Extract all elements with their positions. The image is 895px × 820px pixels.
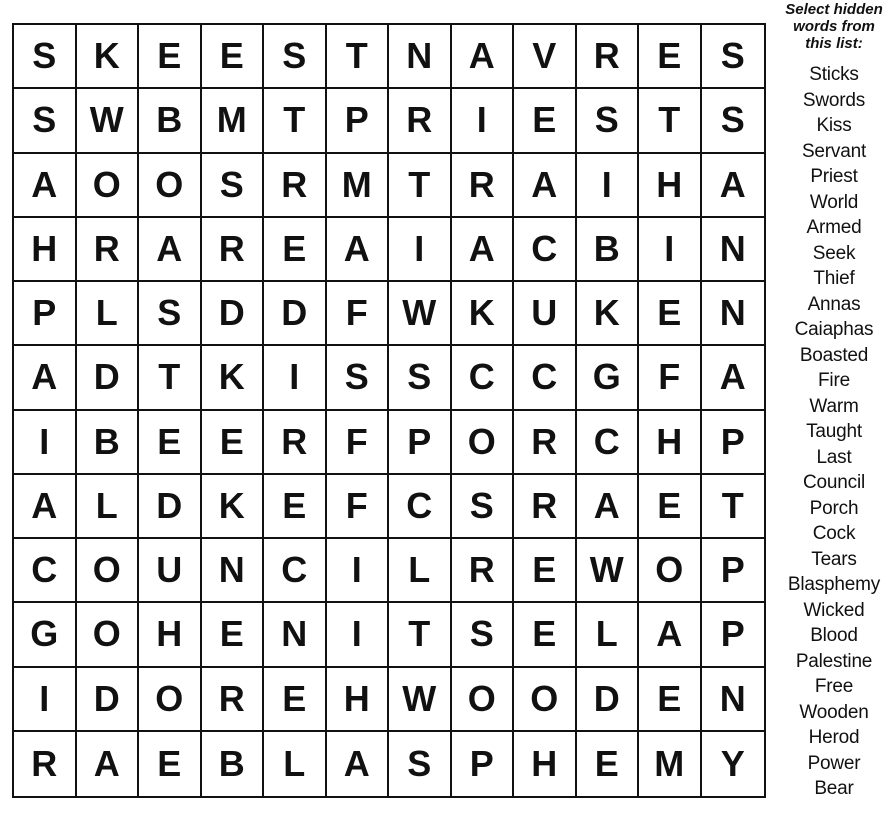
grid-cell[interactable]: S <box>452 475 515 539</box>
grid-cell[interactable]: A <box>639 603 702 667</box>
grid-cell[interactable]: G <box>577 346 640 410</box>
grid-cell[interactable]: F <box>327 411 390 475</box>
grid-cell[interactable]: S <box>577 89 640 153</box>
grid-cell[interactable]: C <box>389 475 452 539</box>
word-list-item: Tears <box>811 548 857 570</box>
grid-cell[interactable]: T <box>389 154 452 218</box>
grid-cell[interactable]: C <box>514 346 577 410</box>
grid-cell[interactable]: E <box>514 603 577 667</box>
grid-cell[interactable]: D <box>264 282 327 346</box>
grid-cell[interactable]: G <box>14 603 77 667</box>
word-list-item: Fire <box>818 370 850 391</box>
grid-cell[interactable]: D <box>77 346 140 410</box>
grid-cell[interactable]: F <box>327 475 390 539</box>
grid-cell[interactable]: H <box>139 603 202 667</box>
grid-cell[interactable]: P <box>389 411 452 475</box>
grid-cell[interactable]: E <box>639 25 702 89</box>
grid-cell[interactable]: A <box>14 475 77 539</box>
grid-cell[interactable]: W <box>389 282 452 346</box>
grid-cell[interactable]: I <box>264 346 327 410</box>
grid-cell[interactable]: K <box>202 475 265 539</box>
grid-cell[interactable]: P <box>702 539 765 603</box>
grid-cell[interactable]: O <box>77 154 140 218</box>
grid-cell[interactable]: W <box>577 539 640 603</box>
word-list-item: Swords <box>802 89 866 111</box>
grid-cell[interactable]: S <box>389 732 452 796</box>
grid-cell[interactable]: S <box>139 282 202 346</box>
grid-cell[interactable]: A <box>452 218 515 282</box>
grid-cell[interactable]: O <box>452 411 515 475</box>
grid-cell[interactable]: L <box>77 475 140 539</box>
grid-cell[interactable]: P <box>702 411 765 475</box>
grid-cell[interactable]: U <box>139 539 202 603</box>
word-list-item: Annas <box>807 293 861 315</box>
grid-cell[interactable]: F <box>639 346 702 410</box>
grid-cell[interactable]: P <box>327 89 390 153</box>
word-list-item: Warm <box>809 395 859 417</box>
word-list-item: Blasphemy <box>787 574 881 595</box>
word-list-item: Kiss <box>816 115 852 136</box>
grid-cell[interactable]: T <box>639 89 702 153</box>
grid-cell[interactable]: R <box>452 539 515 603</box>
grid-cell[interactable]: R <box>202 668 265 732</box>
grid-cell[interactable]: L <box>264 732 327 796</box>
grid-cell[interactable]: R <box>264 154 327 218</box>
grid-cell[interactable]: B <box>202 732 265 796</box>
grid-cell[interactable]: L <box>389 539 452 603</box>
instructions-text: Select hidden words from this list: <box>785 1 883 52</box>
grid-cell[interactable]: Y <box>720 742 745 784</box>
grid-cell[interactable]: E <box>264 218 327 282</box>
grid-cell[interactable]: P <box>452 732 515 796</box>
grid-cell[interactable]: C <box>14 539 77 603</box>
grid-cell[interactable]: I <box>14 411 77 475</box>
grid-cell[interactable]: E <box>264 475 327 539</box>
grid-cell[interactable]: V <box>514 25 577 89</box>
grid-cell[interactable]: F <box>327 282 390 346</box>
word-list-item: Last <box>816 446 852 468</box>
grid-cell[interactable]: U <box>514 282 577 346</box>
word-list-item: Sticks <box>809 64 859 85</box>
grid-cell[interactable]: E <box>139 411 202 475</box>
grid-cell[interactable]: E <box>202 411 265 475</box>
grid-cell[interactable]: R <box>577 25 640 89</box>
grid-cell[interactable]: S <box>389 346 452 410</box>
grid-cell[interactable]: T <box>389 603 452 667</box>
word-list-item: Porch <box>809 497 859 519</box>
grid-cell[interactable]: I <box>577 154 640 218</box>
grid-cell[interactable]: B <box>139 89 202 153</box>
grid-cell[interactable]: S <box>452 603 515 667</box>
word-list-item: Taught <box>806 421 862 442</box>
grid-cell[interactable]: T <box>327 25 390 89</box>
grid-cell[interactable]: S <box>14 25 77 89</box>
word-list-item: Priest <box>810 166 858 187</box>
grid-cell[interactable]: R <box>452 154 515 218</box>
grid-cell[interactable]: E <box>139 25 202 89</box>
grid-cell[interactable]: A <box>452 25 515 89</box>
word-list-item: Blood <box>810 625 858 646</box>
grid-cell[interactable]: T <box>139 346 202 410</box>
grid-cell[interactable]: R <box>202 218 265 282</box>
grid-cell[interactable]: A <box>14 154 77 218</box>
grid-cell[interactable]: H <box>327 668 390 732</box>
grid-cell[interactable]: S <box>702 25 765 89</box>
word-list-item: Council <box>803 472 865 493</box>
word-list-item: Power <box>807 752 861 774</box>
grid-cell[interactable]: H <box>514 732 577 796</box>
grid-cell[interactable]: R <box>77 218 140 282</box>
word-list-item: Herod <box>808 727 860 748</box>
grid-cell[interactable]: N <box>389 25 452 89</box>
grid-cell[interactable]: M <box>639 732 702 796</box>
grid-cell[interactable]: E <box>202 25 265 89</box>
grid-cell[interactable]: I <box>14 668 77 732</box>
grid-cell[interactable]: P <box>702 603 765 667</box>
grid-cell[interactable]: E <box>514 89 577 153</box>
grid-cell[interactable]: T <box>264 89 327 153</box>
grid-cell[interactable]: K <box>452 282 515 346</box>
grid-cell[interactable]: I <box>327 539 390 603</box>
grid-cell[interactable]: H <box>14 218 77 282</box>
grid-cell[interactable]: I <box>389 218 452 282</box>
grid-cell[interactable]: D <box>77 668 140 732</box>
grid-cell[interactable]: O <box>639 539 702 603</box>
grid-cell[interactable]: S <box>327 346 390 410</box>
grid-cell[interactable]: R <box>514 475 577 539</box>
grid-cell[interactable]: R <box>264 411 327 475</box>
grid-cell[interactable]: A <box>702 154 765 218</box>
word-list-item: Boasted <box>799 344 869 366</box>
grid-cell[interactable]: D <box>577 668 640 732</box>
word-list-item: Seek <box>812 242 856 264</box>
grid-cell[interactable]: R <box>514 411 577 475</box>
grid-cell[interactable]: K <box>202 346 265 410</box>
grid-cell[interactable]: E <box>264 668 327 732</box>
grid-cell[interactable]: P <box>14 282 77 346</box>
word-list <box>776 62 892 802</box>
grid-cell[interactable]: C <box>514 218 577 282</box>
grid-cell[interactable]: E <box>639 282 702 346</box>
grid-cell[interactable]: I <box>327 603 390 667</box>
grid-cell[interactable]: R <box>389 89 452 153</box>
grid-cell[interactable]: N <box>264 603 327 667</box>
grid-cell[interactable]: N <box>702 668 765 732</box>
grid-cell[interactable]: D <box>139 475 202 539</box>
grid-cell[interactable]: C <box>452 346 515 410</box>
grid-cell[interactable]: I <box>639 218 702 282</box>
grid-cell[interactable]: S <box>14 89 77 153</box>
grid-cell[interactable]: N <box>202 539 265 603</box>
word-list-panel <box>776 0 892 820</box>
grid-cell[interactable]: A <box>327 732 390 796</box>
grid-cell[interactable]: S <box>702 89 765 153</box>
grid-cell[interactable]: E <box>139 732 202 796</box>
grid-cell[interactable]: E <box>639 475 702 539</box>
grid-cell[interactable]: B <box>77 411 140 475</box>
grid-cell[interactable]: A <box>327 218 390 282</box>
grid-cell[interactable]: S <box>202 154 265 218</box>
grid-cell[interactable]: O <box>139 154 202 218</box>
grid-cell[interactable]: K <box>77 25 140 89</box>
grid-cell[interactable]: W <box>389 668 452 732</box>
grid-cell[interactable]: O <box>77 603 140 667</box>
grid-cell[interactable]: O <box>452 668 515 732</box>
grid-cell[interactable]: N <box>702 218 765 282</box>
letter-grid <box>12 23 766 798</box>
grid-cell[interactable]: D <box>202 282 265 346</box>
grid-cell[interactable]: L <box>577 603 640 667</box>
grid-cell[interactable]: A <box>14 346 77 410</box>
grid-cell[interactable]: A <box>139 218 202 282</box>
grid-cell[interactable]: O <box>77 539 140 603</box>
word-list-item: Caiaphas <box>794 319 874 340</box>
word-list-item: Bear <box>814 778 854 799</box>
grid-cell[interactable]: C <box>577 411 640 475</box>
grid-cell[interactable]: A <box>577 475 640 539</box>
word-list-item: Wooden <box>799 701 869 723</box>
grid-cell[interactable]: A <box>514 154 577 218</box>
word-list-item: Wicked <box>803 599 865 621</box>
word-list-item: Servant <box>801 140 867 162</box>
word-list-item: Palestine <box>795 650 873 672</box>
word-list-item: Free <box>814 676 854 697</box>
grid-cell[interactable]: K <box>577 282 640 346</box>
word-list-item: Armed <box>806 217 862 238</box>
grid-cell[interactable]: M <box>202 89 265 153</box>
grid-cell[interactable]: T <box>702 475 765 539</box>
grid-cell[interactable]: H <box>639 411 702 475</box>
grid-cell[interactable]: E <box>202 603 265 667</box>
word-list-item: Thief <box>813 268 855 289</box>
grid-cell[interactable]: O <box>139 668 202 732</box>
grid-cell[interactable]: A <box>77 732 140 796</box>
grid-cell[interactable]: E <box>639 668 702 732</box>
grid-cell[interactable]: M <box>327 154 390 218</box>
grid-cell[interactable]: E <box>577 732 640 796</box>
grid-cell[interactable]: I <box>452 89 515 153</box>
grid-cell[interactable]: L <box>77 282 140 346</box>
grid-cell[interactable]: H <box>639 154 702 218</box>
word-list-item: World <box>809 191 859 213</box>
grid-cell[interactable]: E <box>514 539 577 603</box>
grid-cell[interactable]: W <box>77 89 140 153</box>
grid-cell[interactable]: S <box>264 25 327 89</box>
grid-cell[interactable]: N <box>702 282 765 346</box>
grid-cell[interactable]: R <box>14 732 77 796</box>
word-list-item: Cock <box>812 523 856 544</box>
grid-cell[interactable]: C <box>264 539 327 603</box>
grid-cell[interactable]: A <box>702 346 765 410</box>
grid-cell[interactable]: O <box>514 668 577 732</box>
grid-cell[interactable]: B <box>577 218 640 282</box>
